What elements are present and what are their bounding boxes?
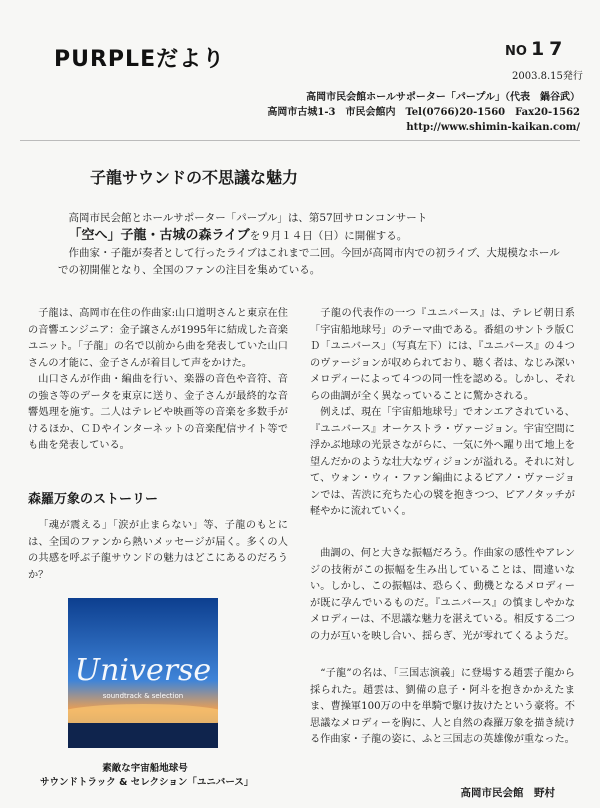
lead-line-1: 高岡市民会館とホールサポーター「パープル」は、第57回サロンコンサート: [68, 212, 428, 224]
issue-date: 2003.8.15発行: [512, 71, 583, 82]
cd-cover-image: [68, 598, 218, 748]
event-date-text: を９月１４日（日）に開催する。: [249, 230, 408, 242]
lead-line-3: 作曲家・子龍が奏者として行ったライブはこれまで二回。今回が高岡市内での初ライブ、大規模なホールでの初開催となり、全国のファンの注目を集めている。: [58, 247, 560, 276]
paragraph: 例えば、現在「宇宙船地球号」でオンエアされている、『ユニバース』オーケストラ・ヴァージョン。宇宙空間に浮かぶ地球の光景さながらに、一気に外へ躍り出て地上を望んだかのような壮大なヴィジョンが溢れる。それに対して、ウォン・ウィ・ファン編曲によるピアノ・ヴァージョンでは、苦渋に充ちた心の襞を抱きつつ、ピアノタッチが軽やかに流れていく。: [310, 407, 575, 517]
paragraph: 子龍は、高岡市在住の作曲家:山口道明さんと東京在住の音響エンジニア：金子譲さんが1995年に結成した音楽ユニット。「子龍」の名で以前から曲を発表していた山口さんの才能に、金子さんが着目して声をかけた。: [28, 308, 288, 369]
publisher-url[interactable]: http://www.shimin-kaikan.com/: [406, 122, 580, 133]
paragraph: 子龍の代表作の一つ『ユニバース』は、テレビ朝日系「宇宙船地球号」のテーマ曲である。番組のサントラ版ＣＤ「ユニバース」（写真左下）には、『ユニバース』の４つのヴァージョンが収められており、聴く者は、なじみ深いメロディーによって４つの同一性を認める。しかし、それらの曲調が全く異なっていることに驚かされる。: [310, 308, 575, 402]
author-byline: 高岡市民会館 野村: [460, 787, 555, 799]
cd-caption: [40, 762, 254, 790]
newsletter-title: PURPLEだより: [54, 47, 226, 72]
left-column-intro: [28, 306, 288, 455]
paragraph: 山口さんが作曲・編曲を行い、楽器の音色や音符、音の強さ等のデータを東京に送り、金子さんが最終的な音響処理を施す。二人はテレビや映画等の音楽を多数手がけるほか、ＣＤやインターネットの音楽配信サイト等でも曲を発表している。: [28, 374, 288, 451]
caption-line: 素敵な宇宙船地球号: [102, 763, 188, 774]
paragraph: 曲調の、何と大きな振幅だろう。作曲家の感性やアレンジの技術がこの振幅を生み出していることは、間違いない。しかし、この振幅は、恐らく、動機となるメロディーが既に孕んでいるものだ。『ユニバース』の慎ましやかなメロディーは、不思議な魅力を湛えている。相反する二つの力が互いを映し合い、揺らぎ、光が零れてくるようだ。: [310, 548, 575, 642]
caption-line: サウンドトラック & セレクション「ユニバース」: [40, 777, 254, 788]
right-column-part-1: [310, 306, 575, 521]
publisher-info: [250, 90, 580, 135]
issue-number: [505, 38, 567, 60]
section-heading: 森羅万象のストーリー: [28, 492, 159, 507]
cd-title-text: Universe: [74, 653, 212, 688]
publisher-line: 高岡市民会館ホールサポーター「パープル」（代表 鍋谷武）: [306, 92, 580, 103]
header-divider: [20, 140, 580, 141]
left-column-story: [28, 518, 288, 584]
issue-number-value: 17: [530, 38, 568, 60]
right-column-part-3: [310, 666, 575, 749]
paragraph: “子龍”の名は、「三国志演義」に登場する趙雲子龍から採られた。趙雲は、劉備の息子・阿斗を抱きかかえたまま、曹操軍100万の中を単騎で駆け抜けたという豪将。不思議なメロディーを胸に、人と自然の森羅万象を描き続ける作曲家・子龍の姿に、ふと三国志の英雄像が重なった。: [310, 668, 575, 745]
lead-line-2: [58, 227, 563, 245]
event-title: 「空へ」子龍・古城の森ライブ: [68, 228, 250, 243]
paragraph: 「魂が震える」「涙が止まらない」等、子龍のもとには、全国のファンから熱いメッセージが届く。多くの人の共感を呼ぶ子龍サウンドの魅力はどこにあるのだろうか？: [28, 520, 288, 581]
right-column-part-2: [310, 546, 575, 645]
issue-prefix: NO: [505, 44, 527, 59]
lead-paragraph: [58, 210, 563, 279]
publisher-address: 高岡市古城1-3 市民会館内 Tel(0766)20-1560 Fax20-1562: [267, 107, 580, 118]
cd-subtitle-text: soundtrack & selection: [102, 692, 184, 700]
article-headline: 子龍サウンドの不思議な魅力: [90, 168, 299, 187]
cd-cover-art: [68, 598, 218, 748]
